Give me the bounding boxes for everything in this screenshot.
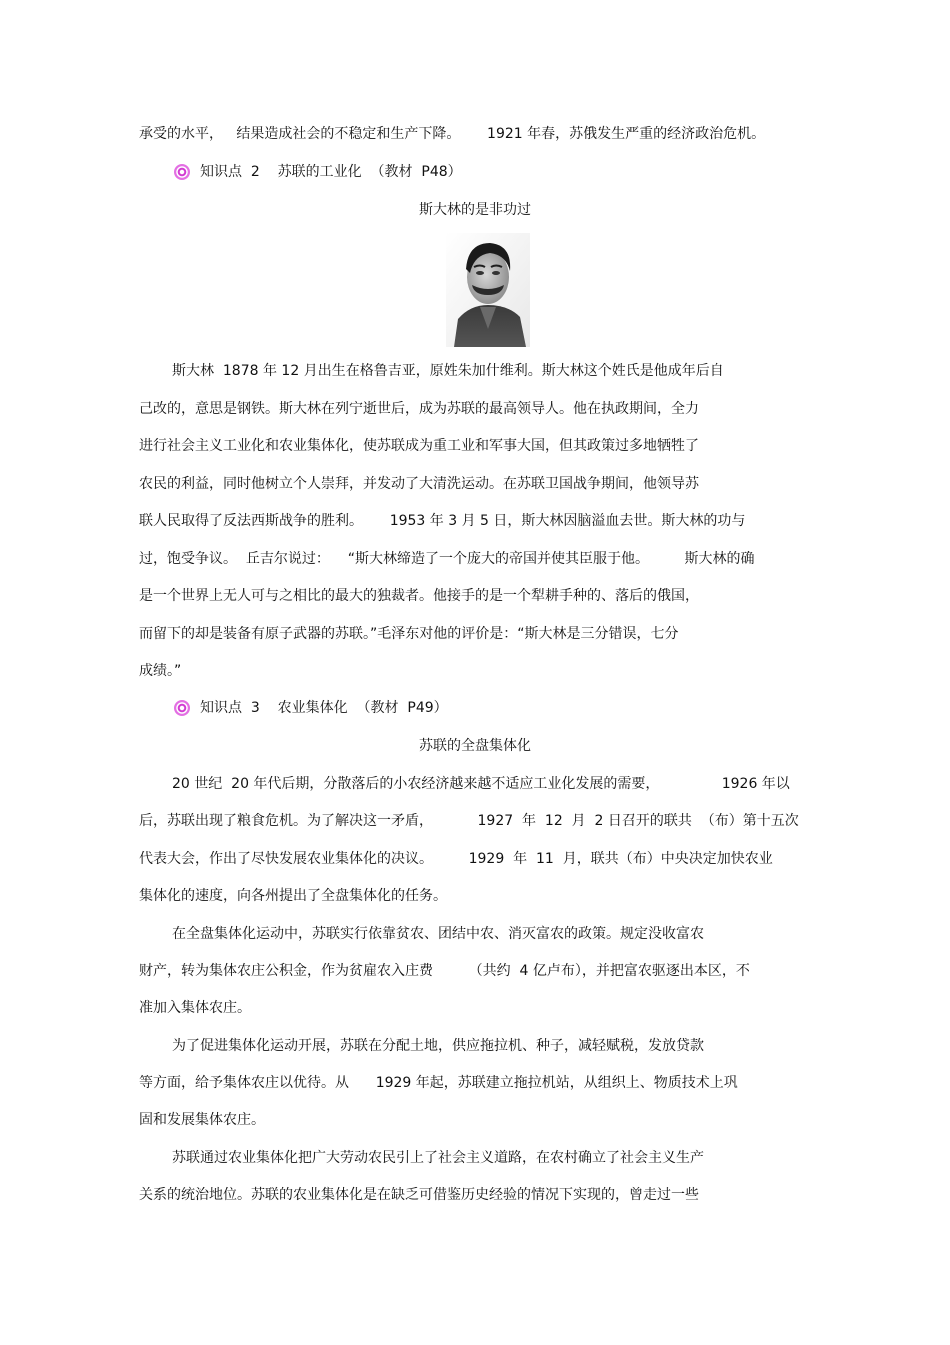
section-title-collectivization: 苏联的全盘集体化 (419, 738, 531, 754)
text-line: 为了促进集体化运动开展，苏联在分配土地，供应拖拉机、种子，减轻赋税，发放贷款 (172, 1038, 704, 1054)
text-line: 进行社会主义工业化和农业集体化，使苏联成为重工业和军事大国，但其政策过多地牺牲了 (139, 438, 699, 454)
text-line: 苏联通过农业集体化把广大劳动农民引上了社会主义道路，在农村确立了社会主义生产 (172, 1150, 704, 1166)
text-line: 关系的统治地位。苏联的农业集体化是在缺乏可借鉴历史经验的情况下实现的，曾走过一些 (139, 1187, 699, 1203)
stalin-portrait-image (446, 233, 530, 347)
text-line: 过，饱受争议。 丘吉尔说过： “斯大林缔造了一个庞大的帝国并使其臣服于他。 斯大林的确 (139, 551, 755, 567)
text-line: 联人民取得了反法西斯战争的胜利。 1953 年 3 月 5 日，斯大林因脑溢血去世。斯大林的功与 (139, 513, 746, 529)
text-line: 集体化的速度，向各州提出了全盘集体化的任务。 (139, 888, 447, 904)
section-title-stalin: 斯大林的是非功过 (419, 202, 531, 218)
bullseye-icon (174, 164, 190, 180)
text-line: 己改的，意思是钢铁。斯大林在列宁逝世后，成为苏联的最高领导人。他在执政期间，全力 (139, 401, 699, 417)
knowledge-point-3-heading: 知识点 3 农业集体化 （教材 P49） (200, 700, 448, 716)
text-line: 代表大会，作出了尽快发展农业集体化的决议。 1929 年 11 月，联共（布）中央决定加快农业 (139, 851, 773, 867)
text-line: 准加入集体农庄。 (139, 1000, 251, 1016)
knowledge-point-2-heading: 知识点 2 苏联的工业化 （教材 P48） (200, 164, 462, 180)
text-line: 是一个世界上无人可与之相比的最大的独裁者。他接手的是一个犁耕手种的、落后的俄国， (139, 588, 699, 604)
text-line: 后，苏联出现了粮食危机。为了解决这一矛盾， 1927 年 12 月 2 日召开的联共 （布）第十五次 (139, 813, 799, 829)
text-line: 等方面，给予集体农庄以优待。从 1929 年起，苏联建立拖拉机站，从组织上、物质技术上巩 (139, 1075, 738, 1091)
bullseye-icon (174, 700, 190, 716)
text-line: 20 世纪 20 年代后期，分散落后的小农经济越来越不适应工业化发展的需要， 1926 年以 (172, 776, 790, 792)
text-line: 斯大林 1878 年 12 月出生在格鲁吉亚，原姓朱加什维利。斯大林这个姓氏是他成年后自 (172, 363, 724, 379)
text-line: 承受的水平， 结果造成社会的不稳定和生产下降。 1921 年春，苏俄发生严重的经济政治危机。 (139, 126, 766, 142)
text-line: 财产，转为集体农庄公积金，作为贫雇农入庄费 （共约 4 亿卢布），并把富农驱逐出本区，不 (139, 963, 750, 979)
text-line: 固和发展集体农庄。 (139, 1112, 265, 1128)
text-line: 在全盘集体化运动中，苏联实行依靠贫农、团结中农、消灭富农的政策。规定没收富农 (172, 926, 704, 942)
text-line: 农民的利益，同时他树立个人崇拜，并发动了大清洗运动。在苏联卫国战争期间，他领导苏 (139, 476, 699, 492)
text-line: 而留下的却是装备有原子武器的苏联。”毛泽东对他的评价是：“斯大林是三分错误，七分 (139, 626, 679, 642)
text-line: 成绩。” (139, 663, 182, 679)
